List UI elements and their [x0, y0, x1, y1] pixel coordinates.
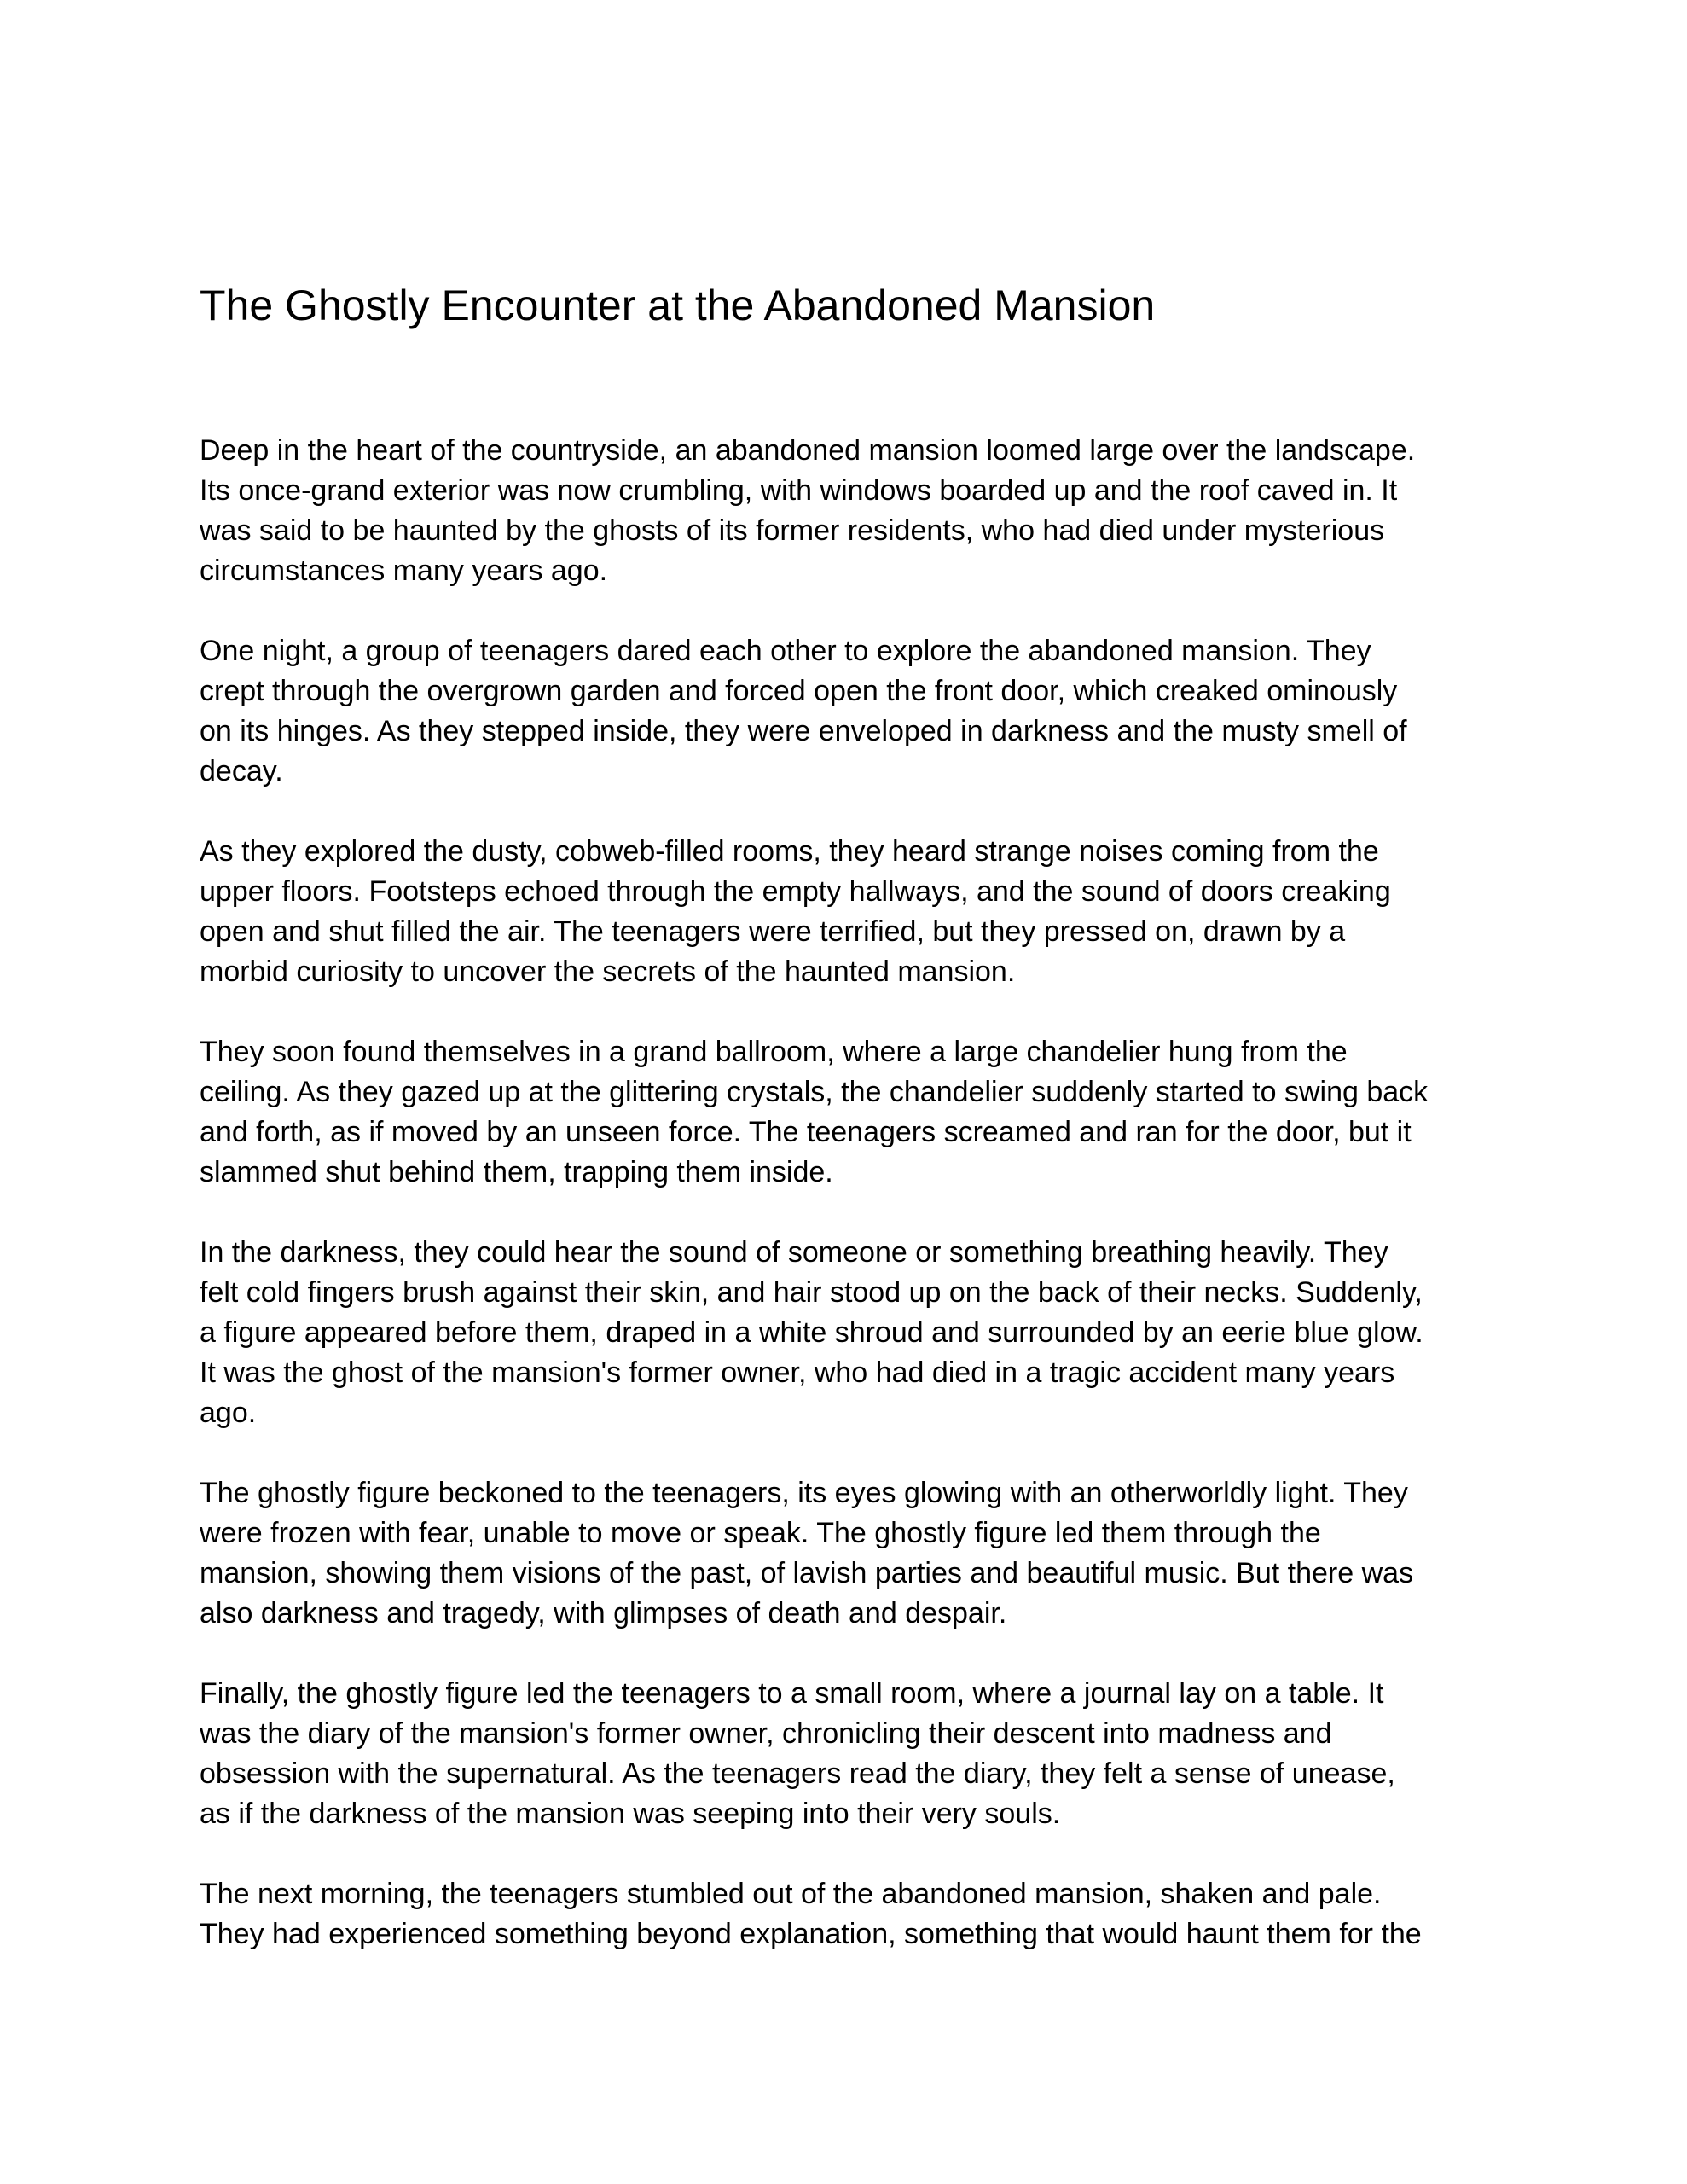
- paragraph-line: morbid curiosity to uncover the secrets of the haunted mansion.: [200, 956, 1016, 988]
- paragraph-line: ceiling. As they gazed up at the glittering crystals, the chandelier suddenly started to swing back: [200, 1076, 1429, 1108]
- paragraph-line: mansion, showing them visions of the past, of lavish parties and beautiful music. But there was: [200, 1557, 1414, 1589]
- paragraph: [200, 1473, 1496, 1634]
- paragraph-line: As they explored the dusty, cobweb-filled rooms, they heard strange noises coming from the: [200, 835, 1379, 868]
- paragraph-line: crept through the overgrown garden and forced open the front door, which creaked ominously: [200, 675, 1398, 707]
- paragraph: [200, 1674, 1496, 1834]
- paragraph-line: a figure appeared before them, draped in a white shroud and surrounded by an eerie blue glow.: [200, 1316, 1423, 1349]
- paragraph: [200, 1233, 1496, 1433]
- paragraph-line: open and shut filled the air. The teenagers were terrified, but they pressed on, drawn by a: [200, 915, 1346, 948]
- paragraph-line: and forth, as if moved by an unseen force. The teenagers screamed and ran for the door, but it: [200, 1116, 1412, 1148]
- paragraph: [200, 431, 1496, 591]
- paragraph-line: as if the darkness of the mansion was seeping into their very souls.: [200, 1798, 1061, 1830]
- paragraph-line: circumstances many years ago.: [200, 555, 608, 587]
- paragraph-line: felt cold fingers brush against their skin, and hair stood up on the back of their necks. Suddenly,: [200, 1276, 1423, 1309]
- paragraph-line: also darkness and tragedy, with glimpses of death and despair.: [200, 1597, 1007, 1629]
- paragraph-line: Finally, the ghostly figure led the teenagers to a small room, where a journal lay on a table. It: [200, 1677, 1384, 1710]
- paragraph: [200, 1032, 1496, 1193]
- paragraph-line: ago.: [200, 1397, 257, 1429]
- paragraph-line: was said to be haunted by the ghosts of its former residents, who had died under mysterious: [200, 514, 1385, 547]
- paragraph: [200, 832, 1496, 992]
- paragraph-line: The next morning, the teenagers stumbled out of the abandoned mansion, shaken and pale.: [200, 1878, 1382, 1910]
- paragraph-line: They soon found themselves in a grand ballroom, where a large chandelier hung from the: [200, 1036, 1348, 1068]
- paragraph-line: on its hinges. As they stepped inside, they were enveloped in darkness and the musty smell of: [200, 715, 1407, 747]
- paragraph-line: It was the ghost of the mansion's former owner, who had died in a tragic accident many years: [200, 1356, 1395, 1389]
- paragraph-line: was the diary of the mansion's former owner, chronicling their descent into madness and: [200, 1717, 1332, 1750]
- paragraph-line: In the darkness, they could hear the sound of someone or something breathing heavily. They: [200, 1236, 1388, 1269]
- paragraph-line: The ghostly figure beckoned to the teenagers, its eyes glowing with an otherworldly light. They: [200, 1477, 1408, 1509]
- paragraph: [200, 1874, 1496, 1955]
- paragraph-line: obsession with the supernatural. As the teenagers read the diary, they felt a sense of unease,: [200, 1757, 1395, 1790]
- document-body: [200, 431, 1496, 1995]
- paragraph-line: Deep in the heart of the countryside, an abandoned mansion loomed large over the landscape.: [200, 434, 1416, 467]
- document-title: The Ghostly Encounter at the Abandoned Mansion: [200, 282, 1156, 329]
- paragraph-line: decay.: [200, 755, 283, 787]
- paragraph-line: One night, a group of teenagers dared each other to explore the abandoned mansion. They: [200, 635, 1371, 667]
- paragraph-line: upper floors. Footsteps echoed through the empty hallways, and the sound of doors creaking: [200, 875, 1391, 908]
- paragraph-line: They had experienced something beyond explanation, something that would haunt them for the: [200, 1918, 1422, 1950]
- paragraph-line: slammed shut behind them, trapping them inside.: [200, 1156, 833, 1188]
- paragraph-line: were frozen with fear, unable to move or speak. The ghostly figure led them through the: [200, 1517, 1321, 1549]
- paragraph-line: Its once-grand exterior was now crumbling, with windows boarded up and the roof caved in. It: [200, 474, 1398, 507]
- paragraph: [200, 631, 1496, 792]
